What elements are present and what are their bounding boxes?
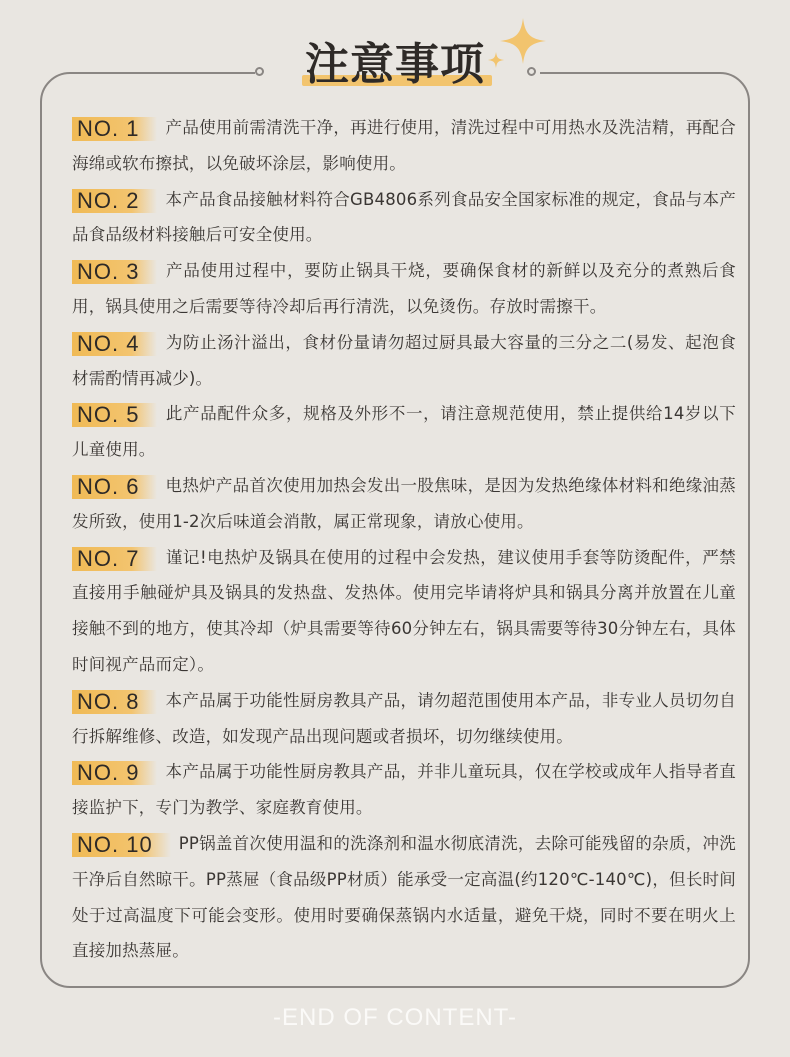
notice-item-7	[72, 540, 736, 683]
item-text: 电热炉产品首次使用加热会发出一股焦味，是因为发热绝缘体材料和绝缘油蒸发所致，使用1-2次后味道会消散，属正常现象，请放心使用。	[72, 475, 736, 531]
item-text: 本产品属于功能性厨房教具产品，并非儿童玩具，仅在学校或成年人指导者直接监护下，专门为教学、家庭教育使用。	[72, 762, 736, 818]
item-number-badge: NO. 8	[72, 690, 157, 714]
item-text: 此产品配件众多，规格及外形不一，请注意规范使用，禁止提供给14岁以下儿童使用。	[72, 404, 736, 460]
item-number-badge: NO. 10	[72, 833, 171, 857]
item-text: 产品使用前需清洗干净，再进行使用，清洗过程中可用热水及洗洁精，再配合海绵或软布擦拭，以免破坏涂层，影响使用。	[72, 118, 736, 173]
notice-item-9	[72, 754, 736, 826]
item-text: 本产品食品接触材料符合GB4806系列食品安全国家标准的规定，食品与本产品食品级材料接触后可安全使用。	[72, 189, 736, 245]
item-text: 谨记!电热炉及锅具在使用的过程中会发热，建议使用手套等防烫配件，严禁直接用手触碰炉具及锅具的发热盘、发热体。使用完毕请将炉具和锅具分离并放置在儿童接触不到的地方，使其冷却（炉具需要等待60分钟左右，锅具需要等待30分钟左右，具体时间视产品而定）。	[72, 547, 736, 674]
item-number-badge: NO. 4	[72, 332, 157, 356]
item-number-badge: NO. 6	[72, 475, 157, 499]
title-dot-left	[255, 67, 264, 76]
item-number-badge: NO. 5	[72, 403, 157, 427]
notice-item-4	[72, 325, 736, 397]
notice-item-3	[72, 253, 736, 325]
item-number-badge: NO. 1	[72, 117, 157, 141]
title-dot-right	[527, 67, 536, 76]
notice-item-5	[72, 396, 736, 468]
page-title: 注意事项	[305, 39, 485, 90]
item-text: 产品使用过程中，要防止锅具干烧，要确保食材的新鲜以及充分的煮熟后食用，锅具使用之后需要等待冷却后再行清洗，以免烫伤。存放时需擦干。	[72, 261, 736, 316]
notice-item-6	[72, 468, 736, 540]
notice-list	[72, 110, 736, 969]
sparkle-icon	[500, 18, 546, 64]
notice-item-2	[72, 182, 736, 254]
item-text: 为防止汤汁溢出，食材份量请勿超过厨具最大容量的三分之二(易发、起泡食材需酌情再减少)。	[72, 332, 736, 388]
item-number-badge: NO. 2	[72, 189, 157, 213]
item-text: 本产品属于功能性厨房教具产品，请勿超范围使用本产品，非专业人员切勿自行拆解维修、改造，如发现产品出现问题或者损坏，切勿继续使用。	[72, 690, 736, 746]
end-of-content-label: -END OF CONTENT-	[273, 1004, 517, 1031]
item-text: PP锅盖首次使用温和的洗涤剂和温水彻底清洗，去除可能残留的杂质，冲洗干净后自然晾干。PP蒸屉（食品级PP材质）能承受一定高温(约120℃-140℃)，但长时间处于过高温度下可能会变形。使用时要确保蒸锅内水适量，避免干烧，同时不要在明火上直接加热蒸屉。	[72, 833, 736, 961]
item-number-badge: NO. 9	[72, 761, 157, 785]
item-number-badge: NO. 3	[72, 260, 157, 284]
notice-item-1	[72, 110, 736, 182]
item-number-badge: NO. 7	[72, 547, 157, 571]
notice-item-8	[72, 683, 736, 755]
notice-item-10	[72, 826, 736, 969]
small-sparkle-icon	[488, 52, 504, 68]
